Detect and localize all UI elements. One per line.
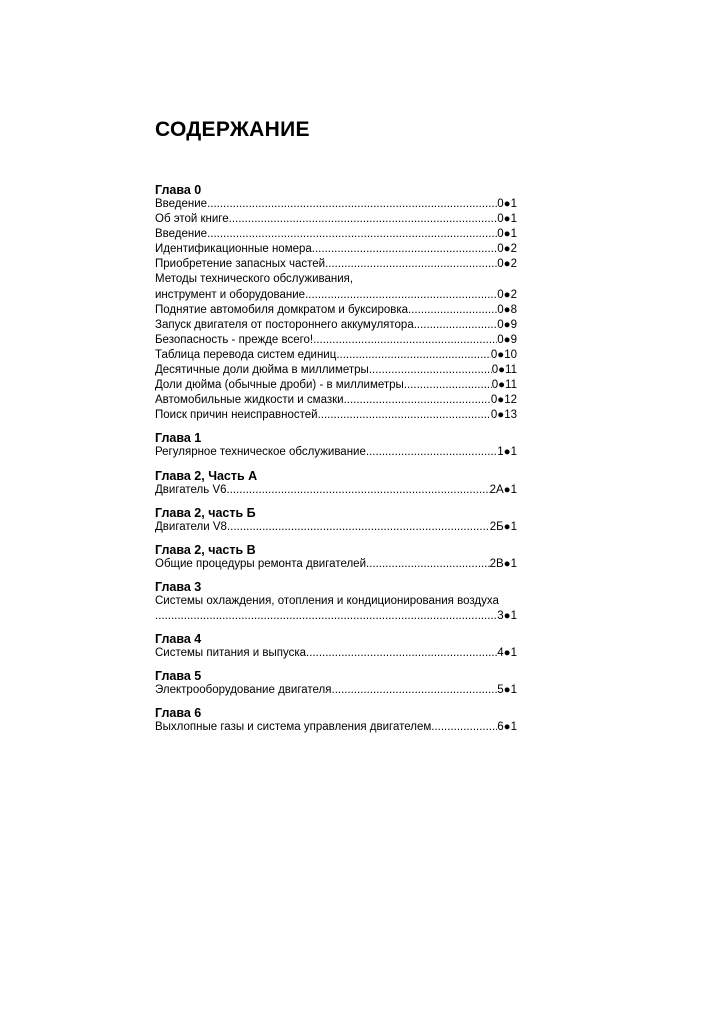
toc-entry[interactable] — [155, 303, 517, 318]
toc-entry-label: Системы питания и выпуска — [155, 646, 307, 659]
toc-entry[interactable] — [155, 683, 517, 698]
toc-entry[interactable] — [155, 483, 517, 498]
toc-entry-page: 0●8 — [497, 303, 517, 316]
chapter-6 — [155, 706, 517, 735]
dot-leader — [414, 318, 498, 333]
toc-entry-page: 0●11 — [491, 379, 517, 392]
toc-entry[interactable] — [155, 609, 517, 624]
toc-entry-page: 2В●1 — [489, 557, 517, 570]
chapter-2b — [155, 506, 517, 535]
table-of-contents — [155, 183, 517, 735]
toc-entry[interactable] — [155, 227, 517, 242]
toc-entry[interactable] — [155, 408, 517, 423]
chapter-title: Глава 1 — [155, 431, 202, 446]
toc-entry[interactable] — [155, 557, 517, 572]
toc-entry-label: Выхлопные газы и система управления двигателем — [155, 721, 432, 734]
dot-leader — [207, 227, 497, 242]
toc-entry[interactable] — [155, 242, 517, 257]
dot-leader — [229, 212, 498, 227]
toc-entry-page: 0●1 — [497, 198, 517, 210]
toc-entry-page: 0●1 — [497, 228, 517, 241]
dot-leader — [325, 257, 497, 272]
toc-entry[interactable] — [155, 212, 517, 227]
chapter-3 — [155, 580, 517, 624]
dot-leader — [404, 378, 492, 393]
toc-entry-label: Идентификационные номера — [155, 243, 312, 256]
toc-entry[interactable] — [155, 646, 517, 661]
toc-entry-label: Регулярное техническое обслуживание — [155, 446, 366, 459]
chapter-title: Глава 2, Часть А — [155, 468, 258, 483]
chapter-title: Глава 5 — [155, 669, 202, 684]
dot-leader — [366, 557, 490, 572]
toc-entry-page: 4●1 — [497, 646, 517, 659]
dot-leader — [408, 303, 497, 318]
dot-leader — [227, 520, 490, 535]
toc-entry-page: 0●2 — [497, 258, 517, 271]
toc-entry-label: Безопасность - прежде всего! — [155, 333, 314, 346]
dot-leader — [431, 720, 497, 735]
toc-entry-label: Доли дюйма (обычные дроби) - в миллиметры — [155, 379, 404, 392]
toc-entry-label-line1[interactable]: Системы охлаждения, отопления и кондиционирования воздуха — [155, 594, 499, 607]
dot-leader — [332, 683, 498, 698]
dot-leader — [344, 393, 491, 408]
chapter-2v — [155, 543, 517, 572]
toc-entry[interactable] — [155, 257, 517, 272]
toc-entry-label: Приобретение запасных частей — [155, 258, 326, 271]
dot-leader — [369, 363, 492, 378]
dot-leader — [207, 197, 497, 212]
toc-entry[interactable] — [155, 445, 517, 460]
toc-entry-label: Об этой книге — [155, 213, 229, 226]
dot-leader — [155, 609, 497, 624]
toc-entry[interactable] — [155, 333, 517, 348]
toc-entry-page: 0●11 — [491, 364, 517, 377]
toc-entry-label: Запуск двигателя от постороннего аккумулятора — [155, 318, 414, 331]
chapter-title: Глава 6 — [155, 706, 202, 721]
toc-entry[interactable] — [155, 393, 517, 408]
dot-leader — [312, 242, 497, 257]
toc-entry-label: Электрооборудование двигателя — [155, 684, 332, 697]
dot-leader — [306, 646, 497, 661]
toc-entry[interactable] — [155, 720, 517, 735]
toc-entry-label: Двигатель V6 — [155, 483, 227, 496]
toc-entry[interactable] — [155, 363, 517, 378]
toc-entry-page: 5●1 — [497, 684, 517, 697]
toc-entry-label: Двигатели V8 — [155, 520, 227, 533]
dot-leader — [227, 483, 490, 498]
dot-leader — [313, 333, 497, 348]
toc-entry[interactable] — [155, 288, 517, 303]
toc-entry-page: 2А●1 — [489, 483, 517, 496]
toc-entry-page: 0●13 — [490, 409, 517, 422]
dot-leader — [305, 288, 497, 303]
chapter-1 — [155, 431, 517, 460]
dot-leader — [318, 408, 491, 423]
chapter-title: Глава 0 — [155, 183, 202, 197]
toc-entry-page: 6●1 — [497, 721, 517, 734]
dot-leader — [336, 348, 491, 363]
toc-entry-page: 0●9 — [497, 333, 517, 346]
toc-entry-page: 0●12 — [490, 394, 517, 407]
toc-entry[interactable] — [155, 520, 517, 535]
toc-entry[interactable] — [155, 378, 517, 393]
chapter-4 — [155, 632, 517, 661]
toc-entry-page: 1●1 — [497, 446, 517, 459]
toc-entry-label: Введение — [155, 228, 208, 241]
dot-leader — [366, 445, 497, 460]
page-title: СОДЕРЖАНИЕ — [155, 118, 310, 141]
toc-entry-label-line1[interactable]: Методы технического обслуживания, — [155, 273, 354, 286]
toc-entry[interactable] — [155, 318, 517, 333]
toc-entry-label: инструмент и оборудование — [155, 288, 306, 301]
toc-entry[interactable] — [155, 197, 517, 212]
toc-entry-page: 0●10 — [490, 348, 517, 361]
toc-entry-page: 0●2 — [497, 243, 517, 256]
toc-entry-label: Автомобильные жидкости и смазки — [155, 394, 344, 407]
chapter-title: Глава 4 — [155, 631, 202, 646]
chapter-title: Глава 2, часть Б — [155, 505, 256, 520]
toc-entry-page: 0●9 — [497, 318, 517, 331]
toc-entry-page: 3●1 — [497, 609, 517, 622]
chapter-5 — [155, 669, 517, 698]
chapter-2a — [155, 469, 517, 498]
toc-entry-label: Поиск причин неисправностей — [155, 409, 318, 422]
chapter-title: Глава 3 — [155, 579, 202, 594]
toc-entry-label: Таблица перевода систем единиц — [155, 348, 337, 361]
chapter-title: Глава 2, часть В — [155, 542, 256, 557]
toc-entry-page: 2Б●1 — [489, 520, 517, 533]
toc-entry[interactable] — [155, 348, 517, 363]
toc-entry-page: 0●2 — [497, 288, 517, 301]
toc-entry-label: Поднятие автомобиля домкратом и буксировка — [155, 303, 409, 316]
toc-entry-label: Десятичные доли дюйма в миллиметры — [155, 364, 369, 377]
chapter-0 — [155, 183, 517, 423]
toc-entry-page: 0●1 — [497, 213, 517, 226]
toc-entry-label: Введение — [155, 198, 208, 210]
toc-entry-label: Общие процедуры ремонта двигателей — [155, 557, 366, 570]
